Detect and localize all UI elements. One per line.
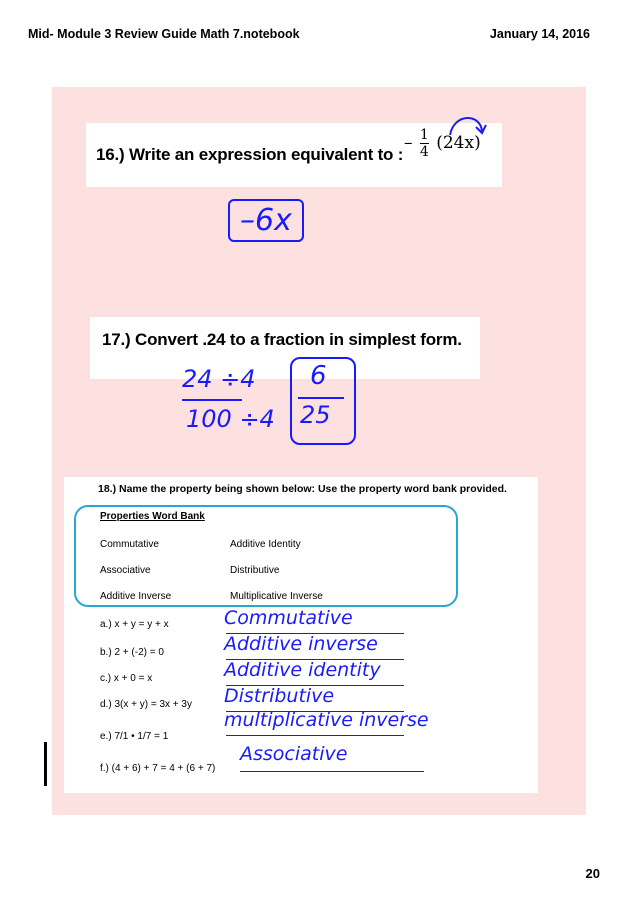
- answer-fraction-bar: [298, 397, 344, 399]
- question-17-work-bottom: 100 ÷4: [186, 405, 275, 433]
- word-bank-item: Multiplicative Inverse: [230, 591, 323, 602]
- expr-rest: (24x): [436, 133, 481, 153]
- question-18-title: 18.) Name the property being shown below: Use the property word bank provided.: [98, 483, 507, 495]
- question-16-box: [86, 123, 502, 187]
- page-number: 20: [585, 866, 600, 881]
- question-18-box: [64, 477, 538, 793]
- question-17-answer-denominator: 25: [300, 401, 331, 429]
- expr-numerator: 1: [419, 127, 429, 143]
- answer-line: [226, 735, 404, 736]
- property-question-c: c.) x + 0 = x: [100, 673, 153, 684]
- property-answer-a: Commutative: [224, 607, 353, 629]
- question-17-work-top: 24 ÷4: [182, 365, 256, 393]
- property-answer-d: Distributive: [224, 685, 335, 707]
- property-question-e: e.) 7/1 • 1/7 = 1: [100, 731, 169, 742]
- word-bank-item: Associative: [100, 565, 151, 576]
- question-17-box: [90, 317, 480, 379]
- question-16-answer: –6x: [228, 199, 304, 242]
- expr-sign: –: [404, 133, 413, 153]
- property-answer-f: Associative: [240, 743, 348, 765]
- work-fraction-bar: [182, 399, 242, 401]
- word-bank-item: Additive Identity: [230, 539, 301, 550]
- answer-line: [240, 771, 424, 772]
- word-bank-item: Distributive: [230, 565, 280, 576]
- property-answer-b: Additive inverse: [224, 633, 378, 655]
- arrow-icon: [446, 111, 496, 141]
- word-bank-item: Additive Inverse: [100, 591, 172, 602]
- expr-fraction: [420, 127, 429, 160]
- question-16-title: 16.) Write an expression equivalent to :: [96, 145, 404, 164]
- question-17-title: 17.) Convert .24 to a fraction in simplest form.: [102, 330, 462, 349]
- expr-denominator: 4: [419, 144, 429, 160]
- property-question-b: b.) 2 + (-2) = 0: [100, 647, 164, 658]
- property-question-f: f.) (4 + 6) + 7 = 4 + (6 + 7): [100, 763, 216, 774]
- notebook-page: [52, 87, 586, 815]
- property-answer-c: Additive identity: [224, 659, 381, 681]
- property-answer-e: multiplicative inverse: [224, 709, 429, 731]
- notebook-title: Mid- Module 3 Review Guide Math 7.notebook: [28, 27, 300, 41]
- page-date: January 14, 2016: [489, 27, 590, 41]
- word-bank-item: Commutative: [100, 539, 159, 550]
- margin-mark: [44, 742, 47, 786]
- word-bank-title: Properties Word Bank: [100, 511, 205, 522]
- question-17-answer-numerator: 6: [310, 361, 327, 391]
- property-question-a: a.) x + y = y + x: [100, 619, 169, 630]
- property-question-d: d.) 3(x + y) = 3x + 3y: [100, 699, 192, 710]
